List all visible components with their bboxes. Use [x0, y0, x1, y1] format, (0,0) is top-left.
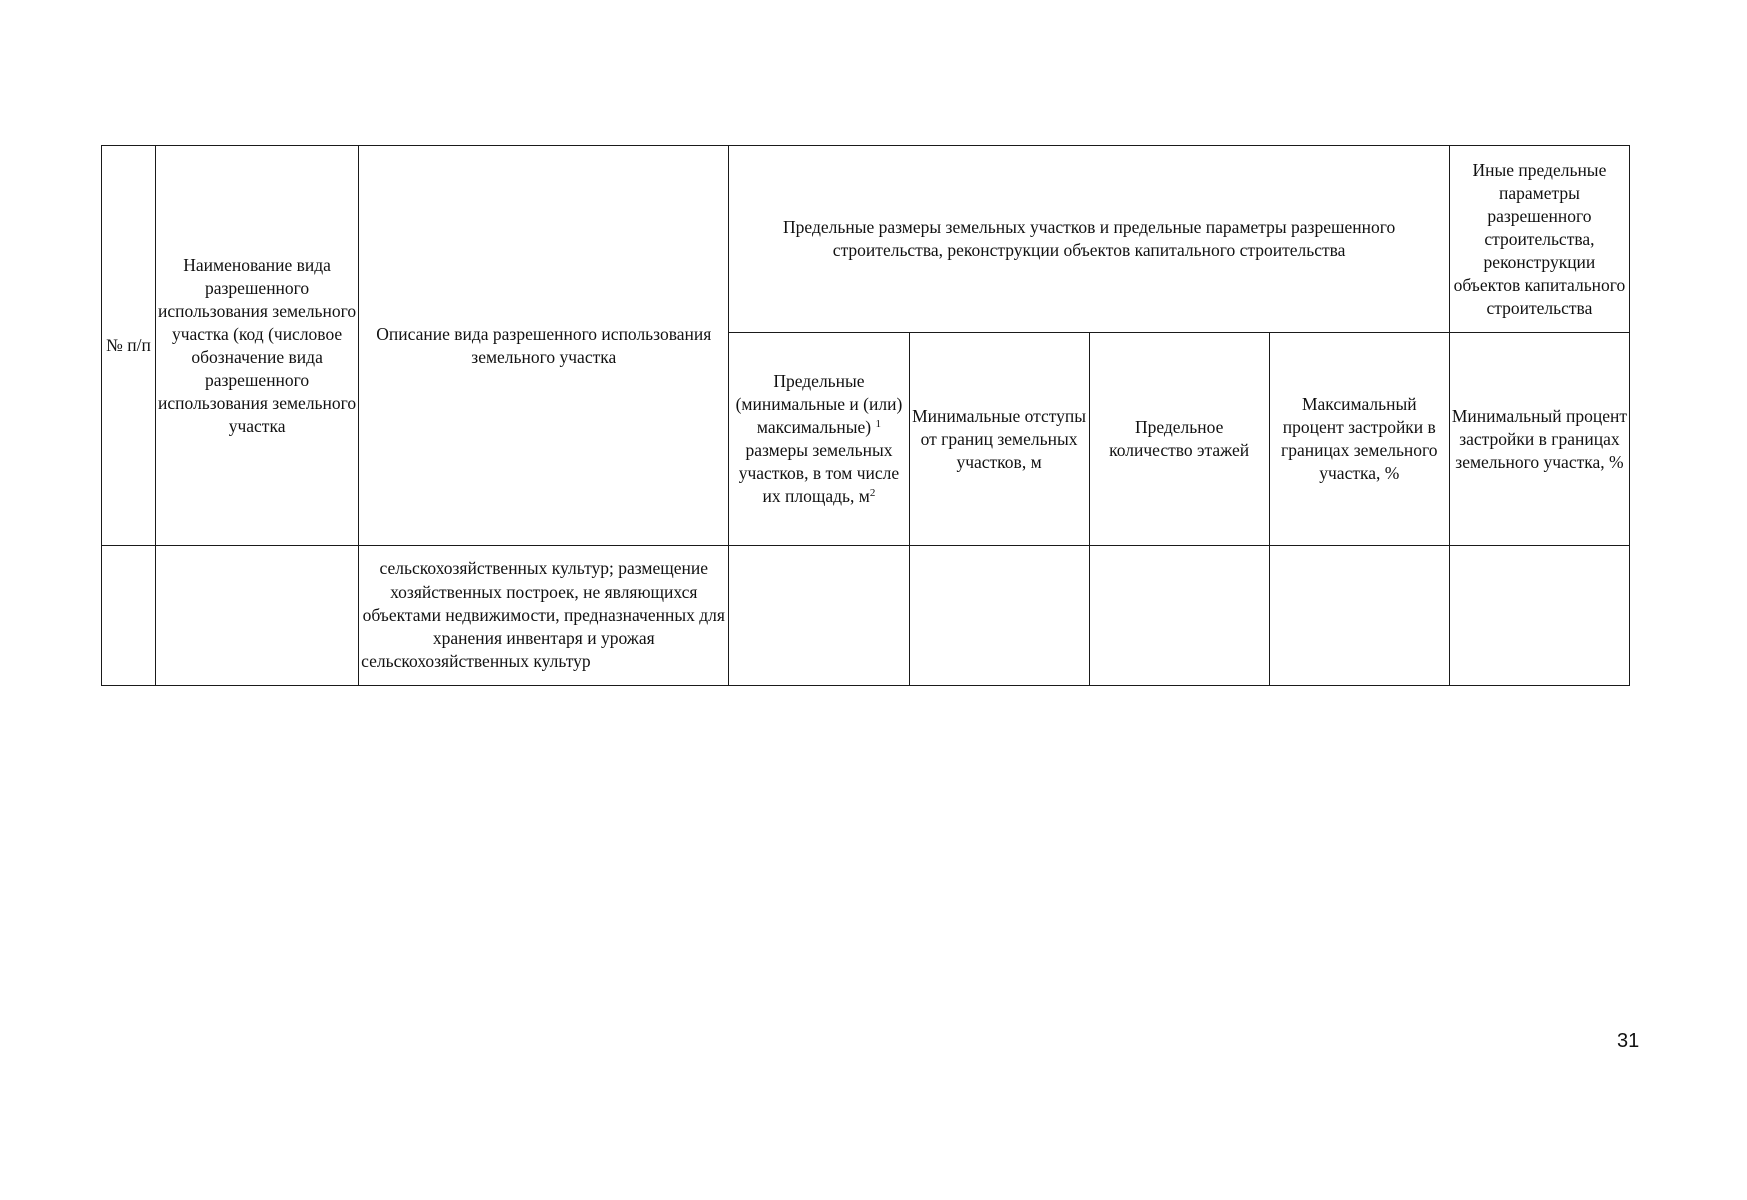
- header-row-1: [102, 146, 1630, 333]
- footnote-marker: 1: [875, 418, 881, 430]
- header-description: Описание вида разрешенного использования земельного участка: [359, 146, 729, 546]
- cell-setbacks: [909, 546, 1089, 686]
- header-number: № п/п: [102, 146, 156, 546]
- header-plot-size: [729, 333, 909, 546]
- unit-power: 2: [869, 487, 876, 499]
- table-row: [102, 546, 1630, 686]
- header-min-coverage: Минимальный процент застройки в границах земельного участка, %: [1449, 333, 1629, 546]
- cell-plot-size: [729, 546, 909, 686]
- header-min-setbacks: Минимальные отступы от границ земельных участков, м: [909, 333, 1089, 546]
- cell-max-coverage: [1269, 546, 1449, 686]
- cell-floors: [1089, 546, 1269, 686]
- cell-description: сельскохозяйственных культур; размещение хозяйственных построек, не являющихся объектами недвижимости, предназначенных для хранения инвентаря и урожая сельскохозяйственных культур: [359, 546, 729, 686]
- header-plot-size-main: Предельные (минимальные и (или) максимальные): [735, 371, 903, 437]
- cell-min-coverage: [1449, 546, 1629, 686]
- header-plot-size-tail: размеры земельных участков, в том числе их площадь, м: [738, 440, 900, 506]
- header-other-limits: Иные предельные параметры разрешенного строительства, реконструкции объектов капитального строительства: [1449, 146, 1629, 333]
- header-max-coverage: Максимальный процент застройки в границах земельного участка, %: [1269, 333, 1449, 546]
- land-use-table: [101, 145, 1630, 686]
- header-limits-group: Предельные размеры земельных участков и предельные параметры разрешенного строительства, реконструкции объектов капитального строительства: [729, 146, 1449, 333]
- header-permitted-use-name: Наименование вида разрешенного использования земельного участка (код (числовое обозначение вида разрешенного использования земельного участка: [156, 146, 359, 546]
- page-number: 31: [1617, 1030, 1640, 1052]
- cell-name: [156, 546, 359, 686]
- header-floors: Предельное количество этажей: [1089, 333, 1269, 546]
- cell-number: [102, 546, 156, 686]
